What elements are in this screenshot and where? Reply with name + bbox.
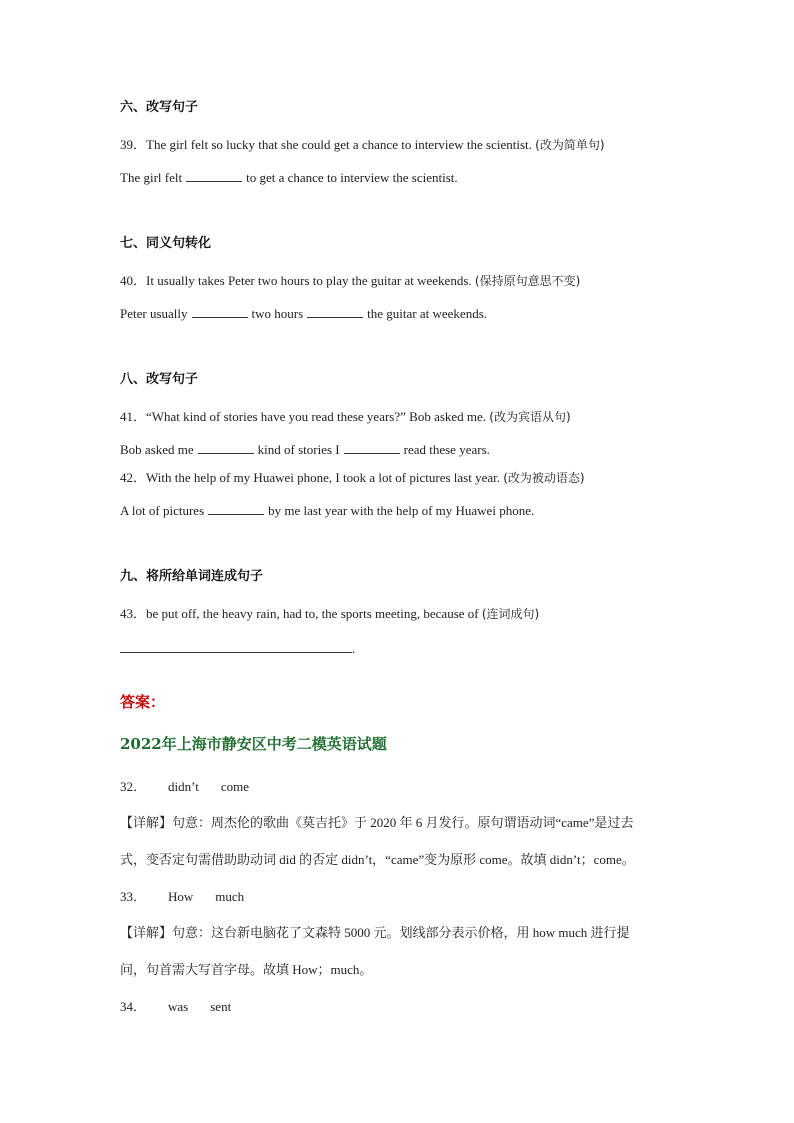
answer-text: the guitar at weekends. [367,306,487,321]
question-41 [120,409,571,425]
answer-text: by me last year with the help of my Huawei phone. [268,503,535,518]
question-43 [120,606,539,622]
answers-label: 答案： [120,693,166,711]
section-heading-8: 八、改写句子 [120,372,199,387]
answer-blank[interactable] [198,442,254,454]
question-42 [120,470,585,486]
answers-title: 2022年上海市静安区中考二模英语试题 [120,735,387,753]
answer-end: . [352,641,356,656]
answer-word: sent [210,999,232,1014]
question-43-answer-line [120,641,355,657]
answer-word: much [215,889,245,904]
question-39 [120,137,605,153]
question-42-answer-line [120,503,534,519]
question-41-answer-line [120,442,490,458]
question-40-prompt: 40．It usually takes Peter two hours to play the guitar at weekends. [120,273,472,288]
question-39-answer-line [120,170,458,186]
question-40-note: (保持原句意思不变) [474,274,581,288]
question-42-prompt: 42．With the help of my Huawei phone, I took a lot of pictures last year. [120,470,500,485]
question-41-prompt: 41．“What kind of stories have you read these years?” Bob asked me. [120,409,487,424]
section-heading-7: 七、同义句转化 [120,236,212,251]
question-40-answer-line [120,306,487,322]
answer-text: read these years. [403,442,490,457]
question-43-note: (连词成句) [481,607,540,621]
detail-32-line-2: 式，变否定句需借助助动词 did 的否定 didn’t，“came”变为原形 come。故填 didn’t；come。 [120,852,635,867]
question-39-note: (改为简单句) [535,138,605,152]
detail-33-line-1: 【详解】句意：这台新电脑花了文森特 5000 元。划线部分表示价格，用 how much 进行提 [120,925,630,940]
answer-blank[interactable] [192,306,248,318]
answer-word: was [168,999,189,1014]
answer-text: A lot of pictures [120,503,205,518]
answer-blank[interactable] [307,306,363,318]
answer-blank[interactable] [186,170,242,182]
answer-text: The girl felt [120,170,183,185]
question-43-prompt: 43．be put off, the heavy rain, had to, the sports meeting, because of [120,606,479,621]
question-41-note: (改为宾语从句) [489,410,571,424]
answer-blank[interactable] [120,641,352,653]
question-40 [120,273,580,289]
answer-33 [120,889,244,905]
question-39-prompt: 39．The girl felt so lucky that she could get a chance to interview the scientist. [120,137,532,152]
answer-text: kind of stories I [257,442,340,457]
answer-word: didn’t [168,779,199,794]
question-42-note: (改为被动语态) [503,471,585,485]
answer-number: 34． [120,999,147,1014]
answer-blank[interactable] [344,442,400,454]
answer-word: come [220,779,249,794]
detail-33-line-2: 问，句首需大写首字母。故填 How；much。 [120,962,373,977]
answer-32 [120,779,249,795]
section-heading-9: 九、将所给单词连成句子 [120,569,264,584]
answer-text: two hours [251,306,304,321]
answer-blank[interactable] [208,503,264,515]
answer-number: 32． [120,779,147,794]
answer-number: 33． [120,889,147,904]
answer-text: Peter usually [120,306,188,321]
detail-32-line-1: 【详解】句意：周杰伦的歌曲《莫吉托》于 2020 年 6 月发行。原句谓语动词“came”是过去 [120,815,634,830]
answer-34 [120,999,231,1015]
answer-text: Bob asked me [120,442,194,457]
answer-word: How [168,889,194,904]
section-heading-6: 六、改写句子 [120,100,199,115]
answer-text: to get a chance to interview the scientist. [246,170,458,185]
